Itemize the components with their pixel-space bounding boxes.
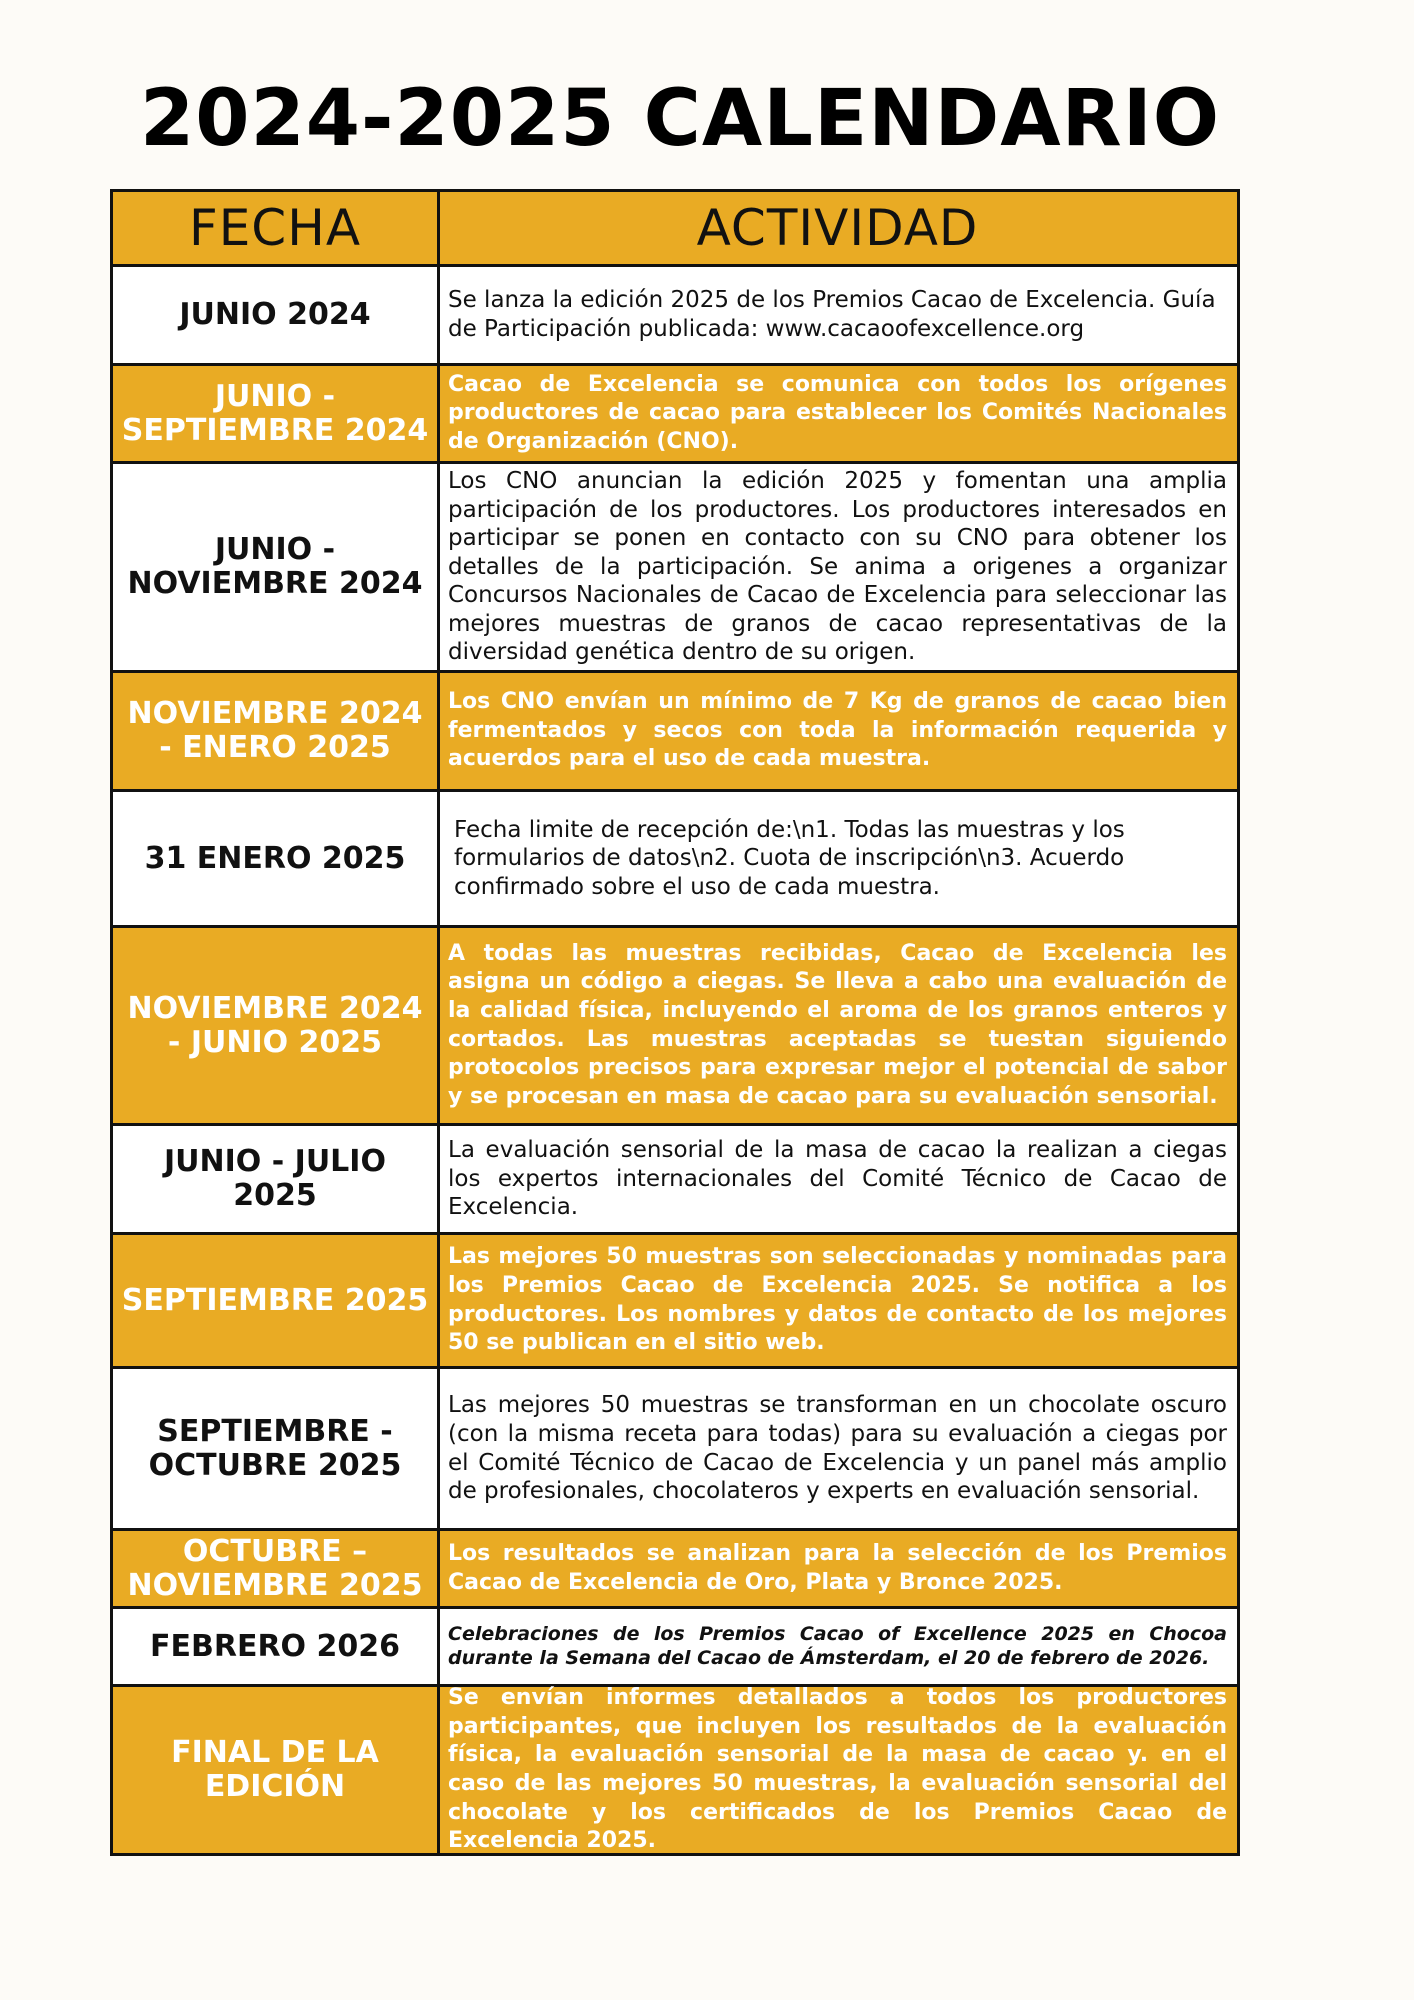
table-row bbox=[113, 1369, 1237, 1531]
activity-text: Los CNO anuncian la edición 2025 y fomentan una amplia participación de los productores. Los productores interesados en participar se ponen en contacto con su CNO para obtener los detalles de la participación. Se anima a origenes a organizar Concursos Nacionales de Cacao de Excelencia para seleccionar las mejores muestras de granos de cacao representativas de la diversidad genética dentro de su origen. bbox=[448, 468, 1227, 666]
table-row bbox=[113, 1609, 1237, 1687]
row-date: NOVIEMBRE 2024 - ENERO 2025 bbox=[113, 673, 440, 789]
activity-text: Cacao de Excelencia se comunica con todos los orígenes productores de cacao para establecer los Comités Nacionales de Organización (CNO). bbox=[448, 371, 1227, 454]
table-row bbox=[113, 1531, 1237, 1609]
row-activity bbox=[440, 1609, 1237, 1684]
activity-text: A todas las muestras recibidas, Cacao de Excelencia les asigna un código a ciegas. Se lleva a cabo una evaluación de la calidad física, incluyendo el aroma de los granos enteros y cortados. Las muestras aceptadas se tuestan siguiendo protocolos precisos para expresar mejor el potencial de sabor y se procesan en masa de cacao para su evaluación sensorial. bbox=[448, 940, 1227, 1109]
row-date: JUNIO 2024 bbox=[113, 267, 440, 363]
row-date: NOVIEMBRE 2024 - JUNIO 2025 bbox=[113, 928, 440, 1123]
row-date: FINAL DE LA EDICIÓN bbox=[113, 1687, 440, 1853]
row-activity bbox=[440, 928, 1237, 1123]
activity-text: Los CNO envían un mínimo de 7 Kg de granos de cacao bien fermentados y secos con toda la información requerida y acuerdos para el uso de cada muestra. bbox=[448, 689, 1227, 772]
row-date: SEPTIEMBRE - OCTUBRE 2025 bbox=[113, 1369, 440, 1528]
header-date: FECHA bbox=[113, 192, 440, 264]
row-date: 31 ENERO 2025 bbox=[113, 792, 440, 925]
header-activity: ACTIVIDAD bbox=[696, 199, 979, 257]
table-row bbox=[113, 1235, 1237, 1369]
row-activity bbox=[440, 267, 1237, 363]
table-row bbox=[113, 464, 1237, 673]
row-date: FEBRERO 2026 bbox=[113, 1609, 440, 1684]
table-row bbox=[113, 673, 1237, 792]
table-row bbox=[113, 1126, 1237, 1235]
activity-text: Las mejores 50 muestras son seleccionadas y nominadas para los Premios Cacao de Excelencia 2025. Se notifica a los productores. Los nombres y datos de contacto de los mejores 50 se publican en el sitio web. bbox=[448, 1244, 1227, 1356]
table-row bbox=[113, 1687, 1237, 1853]
activity-text: Se lanza la edición 2025 de los Premios Cacao de Excelencia. Guía de Participación publicada: www.cacaoofexcellence.org bbox=[448, 287, 1216, 342]
table-row bbox=[113, 267, 1237, 366]
activity-text: Se envían informes detallados a todos los productores participantes, que incluyen los resultados de la evaluación física, la evaluación sensorial de la masa de cacao y. en el caso de las mejores 50 muestras, la evaluación sensorial del chocolate y los certificados de los Premios Cacao de Excelencia 2025. bbox=[448, 1685, 1227, 1854]
table-row bbox=[113, 366, 1237, 464]
row-activity bbox=[440, 1687, 1237, 1853]
row-date: OCTUBRE – NOVIEMBRE 2025 bbox=[113, 1531, 440, 1606]
row-activity bbox=[440, 792, 1237, 925]
row-activity bbox=[440, 1531, 1237, 1606]
row-activity bbox=[440, 1369, 1237, 1528]
row-date: JUNIO - JULIO 2025 bbox=[113, 1126, 440, 1232]
row-activity bbox=[440, 464, 1237, 670]
activity-text: Fecha limite de recepción de:\n1. Todas las muestras y los formularios de datos\n2. Cuota de inscripción\n3. Acuerdo confirmado sobre el uso de cada muestra. bbox=[454, 816, 1125, 900]
row-activity bbox=[440, 1235, 1237, 1366]
row-date: JUNIO - SEPTIEMBRE 2024 bbox=[113, 366, 440, 461]
activity-text: Los resultados se analizan para la selección de los Premios Cacao de Excelencia de Oro, Plata y Bronce 2025. bbox=[448, 1540, 1227, 1595]
row-activity bbox=[440, 366, 1237, 461]
row-date: JUNIO - NOVIEMBRE 2024 bbox=[113, 464, 440, 670]
activity-text: Las mejores 50 muestras se transforman en un chocolate oscuro (con la misma receta para todas) para su evaluación a ciegas por el Comité Técnico de Cacao de Excelencia y un panel más amplio de profesionales, chocolateros y experts en evaluación sensorial. bbox=[448, 1392, 1227, 1505]
page-title: 2024-2025 CALENDARIO bbox=[139, 74, 1221, 164]
calendar-table bbox=[110, 189, 1240, 1856]
table-header-row bbox=[113, 192, 1237, 267]
row-date: SEPTIEMBRE 2025 bbox=[113, 1235, 440, 1366]
table-row bbox=[113, 928, 1237, 1126]
activity-text: La evaluación sensorial de la masa de cacao la realizan a ciegas los expertos internacionales del Comité Técnico de Cacao de Excelencia. bbox=[448, 1137, 1227, 1221]
row-activity bbox=[440, 1126, 1237, 1232]
table-row bbox=[113, 792, 1237, 928]
activity-text: Celebraciones de los Premios Cacao of Excellence 2025 en Chocoa durante la Semana del Cacao de Ámsterdam, el 20 de febrero de 2026. bbox=[448, 1622, 1227, 1669]
row-activity bbox=[440, 673, 1237, 789]
